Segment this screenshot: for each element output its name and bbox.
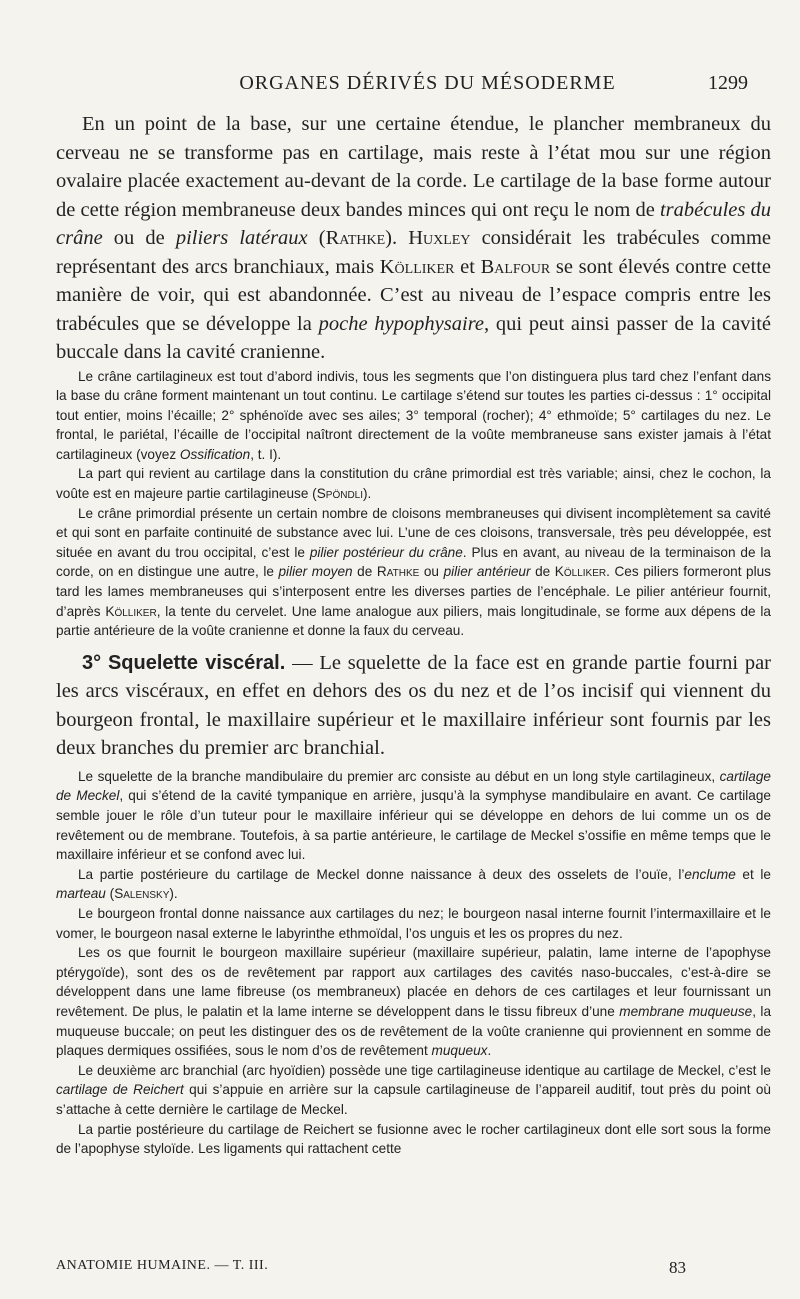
- paragraph-styloide: La partie postérieure du cartilage de Reichert se fusionne avec le rocher cartilagineux dont elle sort sous la forme de l’apophyse styloïde. Les ligaments qui rattachent cette: [56, 1121, 771, 1157]
- page-footer: [56, 1258, 760, 1280]
- paragraph-osselets: La partie postérieure du cartilage de Meckel donne naissance à deux des osselets de l’ouïe, l’enclume et le marteau (Salensky).: [56, 866, 771, 902]
- paragraph-maxillaire: Les os que fournit le bourgeon maxillaire supérieur (maxillaire supérieur, palatin, lame interne de l’apophyse ptérygoïde), sont des os de revêtement par rapport aux cartilages des cavités naso-buccales, c’est-à-dire se développent dans une lame fibreuse (os membraneux) placée en dehors de ces cartilages et leur fournissant un revêtement. De plus, le palatin et la lame interne se développent dans le tissu fibreux d’une membrane muqueuse, la muqueuse buccale; on peut les distinguer des os de revêtement de la voûte cranienne qui proviennent en somme de plaques dermiques ossifiées, sous le nom d’os de revêtement muqueux.: [56, 945, 772, 1059]
- section-squelette-visceral: 3° Squelette viscéral. — Le squelette de la face est en grande partie fourni par les arcs viscéraux, en effet en dehors des os du nez et de l’os incisif qui viennent du bourgeon frontal, le maxillaire supérieur et le maxillaire inférieur sont fournis par les deux branches du premier arc branchial.: [56, 651, 771, 760]
- paragraph-cloisons: Le crâne primordial présente un certain nombre de cloisons membraneuses qui divisent incomplètement sa cavité et qui sont en parfaite continuité de substance avec lui. L’une de ces cloisons, transversale, très peu développée, est située en avant du trou occipital, c’est le pilier postérieur du crâne. Plus en avant, au niveau de la terminaison de la corde, on en distingue une autre, le pilier moyen de Rathke ou pilier antérieur de Kölliker. Ces piliers formeront plus tard les lames membraneuses qui s’interposent entre les diverses parties de l’encéphale. Le pilier antérieur fournit, d’après Kölliker, la tente du cervelet. Une lame analogue aux piliers, mais longitudinale, se forme aux dépens de la partie antérieure de la voûte cranienne et donne la faux du cerveau.: [56, 505, 771, 639]
- paragraph-part-cartilage: La part qui revient au cartilage dans la constitution du crâne primordial est très variable; ainsi, chez le cochon, la voûte est en majeure partie cartilagineuse (Spöndli).: [56, 466, 771, 502]
- section-heading: Squelette viscéral.: [107, 651, 286, 674]
- paragraph-reichert: Le deuxième arc branchial (arc hyoïdien) possède une tige cartilagineuse identique au cartilage de Meckel, c’est le cartilage de Reichert qui s’appuie en arrière sur la capsule cartilagineuse de l’appareil auditif, tout près du point où s’attache à cette dernière le cartilage de Meckel.: [56, 1062, 771, 1117]
- section-number: 3°: [82, 651, 102, 674]
- paragraph-crane-cartilagineux: Le crâne cartilagineux est tout d’abord indivis, tous les segments que l’on distinguera plus tard chez l’enfant dans la base du crâne forment maintenant un tout continu. Le cartilage s’étend sur toutes les parties ci-dessus : 1° occipital tout entier, moins l’écaille; 2° sphénoïde avec ses ailes; 3° temporal (rocher); 4° ethmoïde; 5° cartilages du nez. Le frontal, le pariétal, l’écaille de l’occipital naîtront directement de la voûte membraneuse sans exister jamais à l’état cartilagineux (voyez Ossification, t. I).: [56, 368, 771, 462]
- paragraph-bourgeon-frontal: Le bourgeon frontal donne naissance aux cartilages du nez; le bourgeon nasal interne fournit l’intermaxillaire et le vomer, le bourgeon nasal externe le labyrinthe ethmoïdal, l’os unguis et les os propres du nez.: [56, 905, 771, 941]
- running-title: ORGANES DÉRIVÉS DU MÉSODERME: [239, 72, 616, 94]
- page-body: [56, 110, 771, 1159]
- paragraph-trabecules: En un point de la base, sur une certaine étendue, le plancher membraneux du cerveau ne se transforme pas en cartilage, mais reste à l’état mou sur une région ovalaire placée exactement au-devant de la corde. Le cartilage de la base forme autour de cette région membraneuse deux bandes minces qui ont reçu le nom de trabécules du crâne ou de piliers latéraux (Rathke). Huxley considérait les trabécules comme représentant des arcs branchiaux, mais Kölliker et Balfour se sont élevés contre cette manière de voir, qui est abandonnée. C’est au niveau de l’espace compris entre les trabécules que se développe la poche hypophysaire, qui peut ainsi passer de la cavité buccale dans la cavité cranienne.: [56, 113, 772, 363]
- running-header: [55, 72, 760, 98]
- book-title: ANATOMIE HUMAINE. — T. III.: [56, 1258, 269, 1273]
- page-number: 1299: [708, 72, 748, 94]
- paragraph-meckel: Le squelette de la branche mandibulaire du premier arc consiste au début en un long style cartilagineux, cartilage de Meckel, qui s’étend de la cavité tympanique en arrière, jusqu’à la symphyse mandibulaire en avant. Ce cartilage semble jouer le rôle d’un tuteur pour le maxillaire inférieur qui se développe en dehors de lui comme un os de revêtement ou de membrane. Toutefois, à sa partie antérieure, le cartilage de Meckel s’ossifie en même temps que le maxillaire inférieur et se confond avec lui.: [56, 768, 771, 863]
- signature-mark: 83: [669, 1258, 686, 1277]
